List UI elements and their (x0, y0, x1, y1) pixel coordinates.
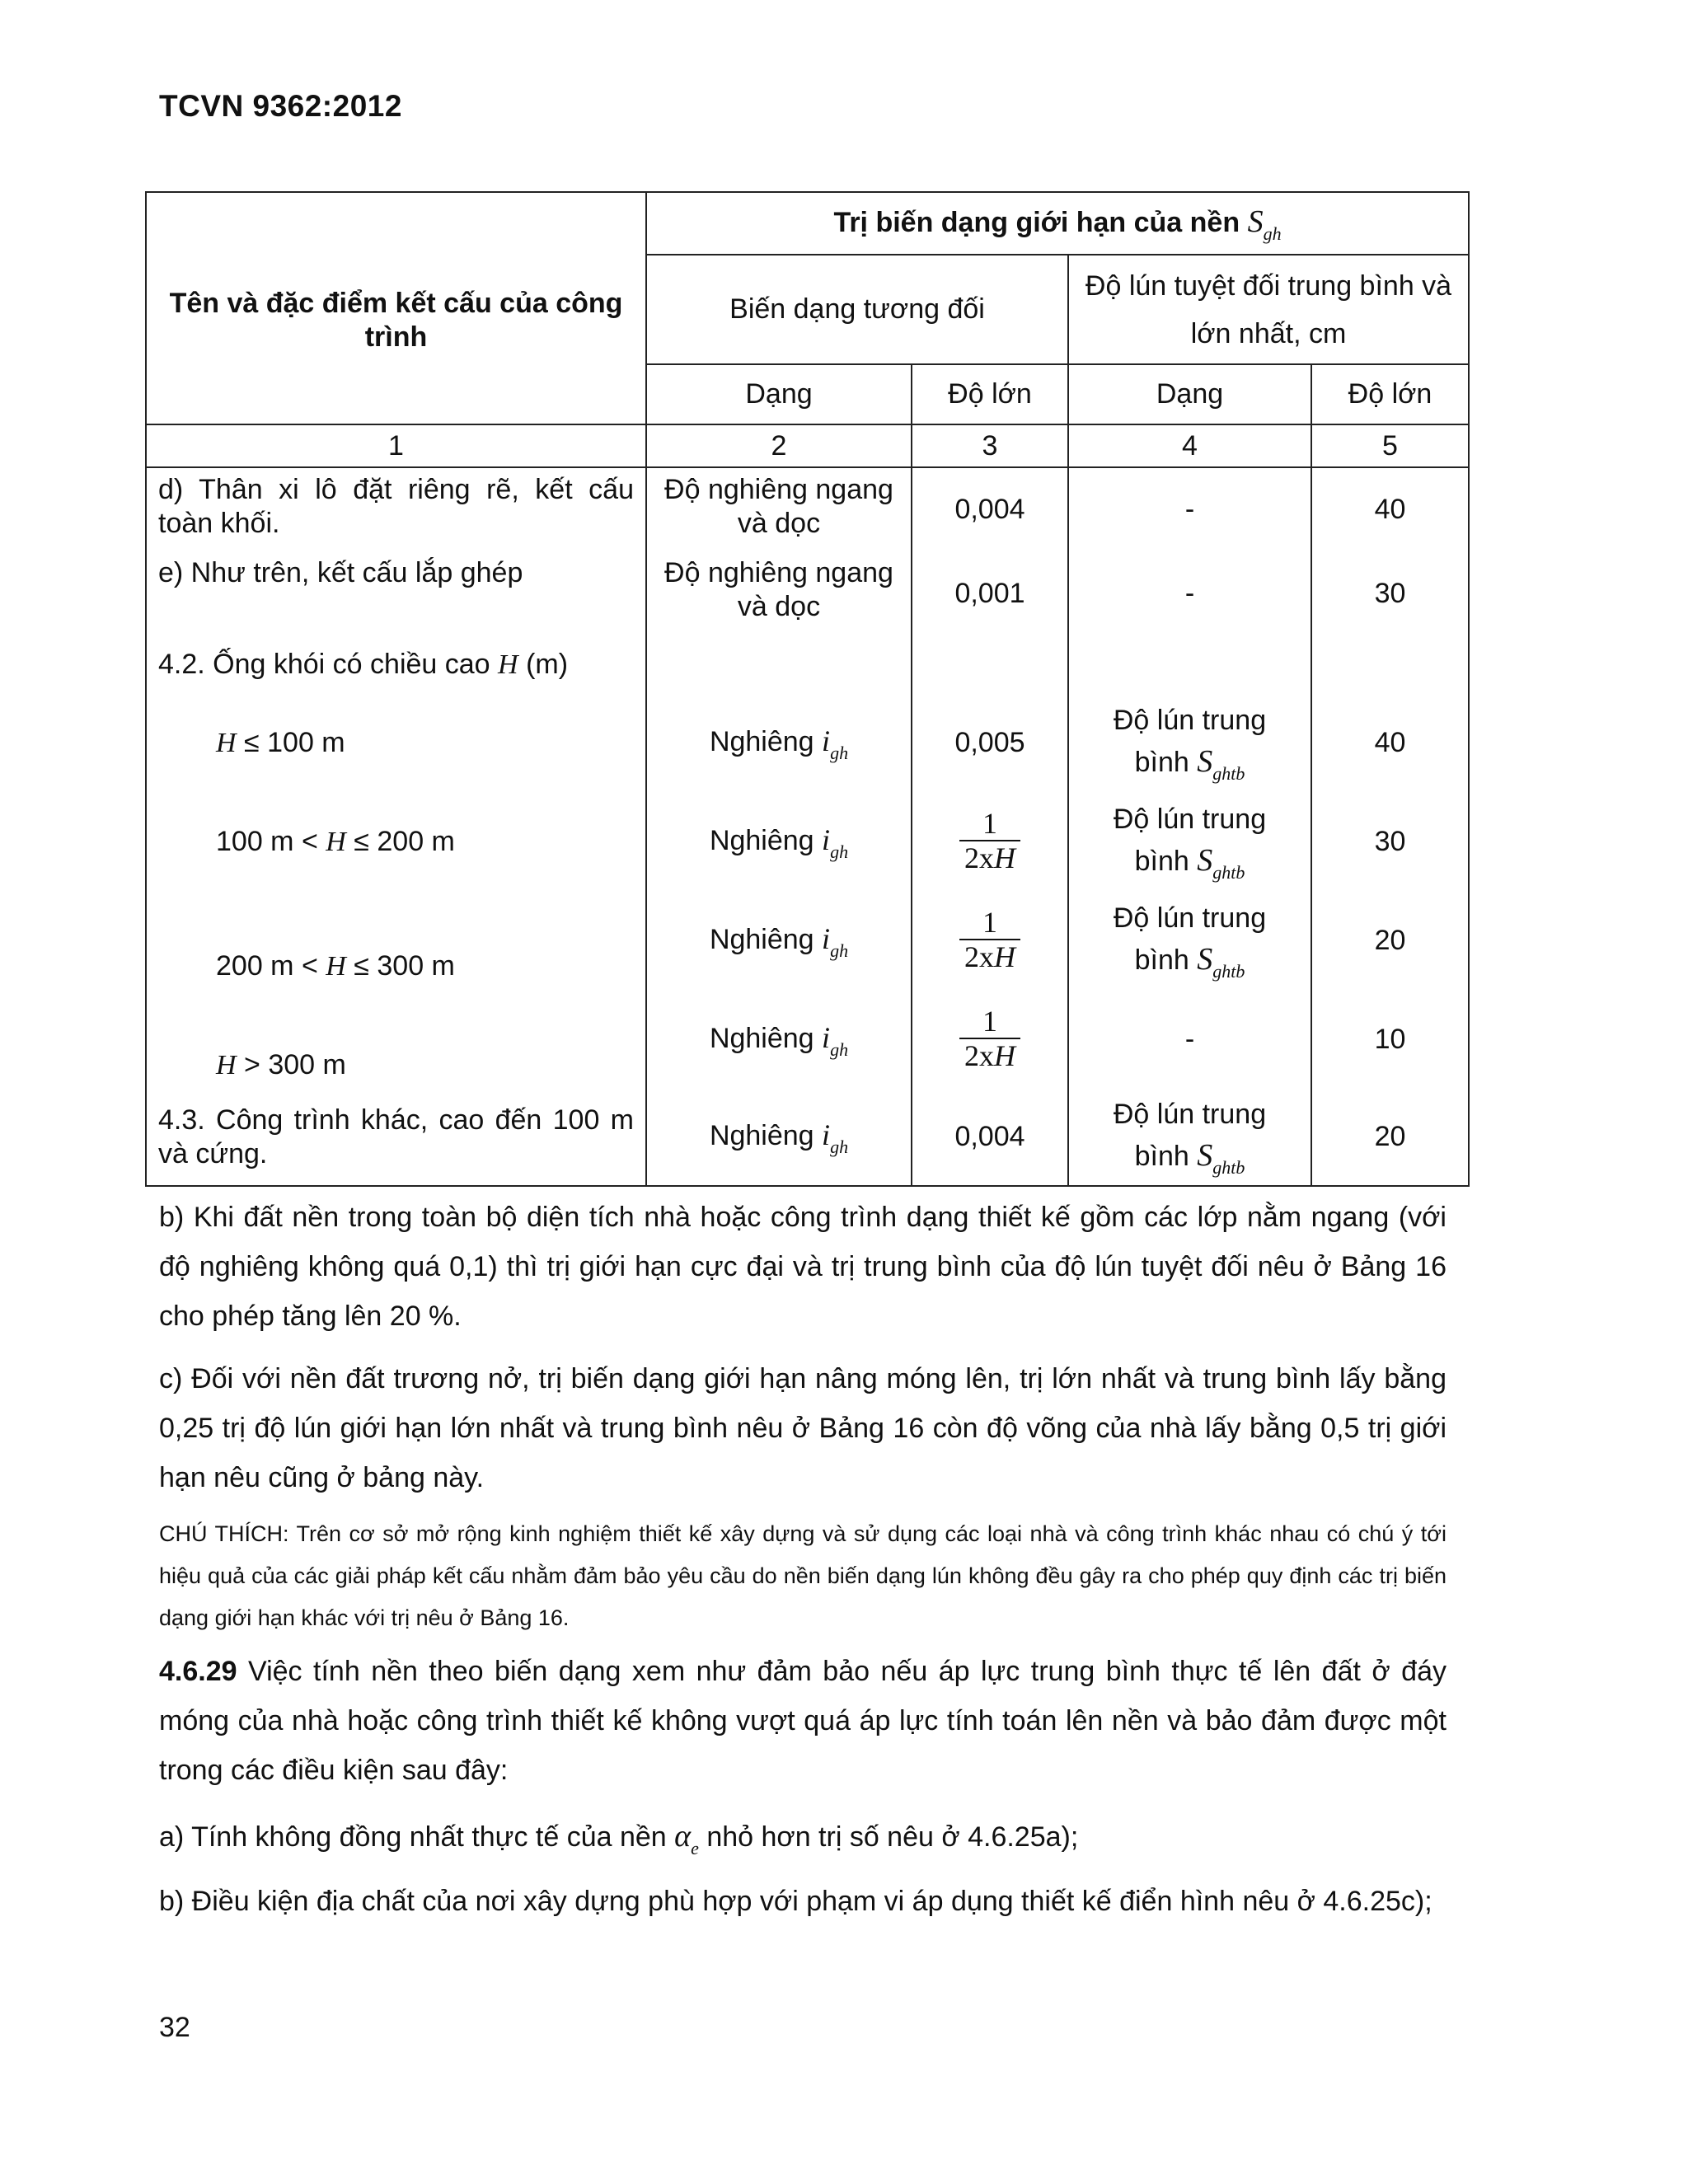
settlement-type: Độ lún trung bình $S_{ghtb}$ (1068, 891, 1311, 990)
header-magnitude: Độ lớn (1311, 364, 1469, 424)
height-condition: 100 m < H ≤ 200 m (146, 792, 646, 891)
deformation-fraction: $\frac{1}{2xH}$ (912, 792, 1068, 891)
header-structure-name: Tên và đặc điểm kết cấu của công trình (146, 192, 646, 424)
deformation-type: Nghiêng $i_{gh}$ (646, 792, 912, 891)
settlement-type: - (1068, 467, 1311, 551)
header-absolute-settlement: Độ lún tuyệt đối trung bình và lớn nhất, cm (1068, 255, 1469, 364)
table-row (146, 551, 1469, 635)
column-number: 5 (1311, 424, 1469, 467)
settlement-type: Độ lún trung bình $S_{ghtb}$ (1068, 792, 1311, 891)
column-number: 3 (912, 424, 1068, 467)
note: CHÚ THÍCH: Trên cơ sở mở rộng kinh nghiệm thiết kế xây dựng và sử dụng các loại nhà và công trình khác nhau có chú ý tới hiệu quả của các giải pháp kết cấu nhằm đảm bảo yêu cầu do nền biến dạng lún không đều gây ra cho phép quy định các trị biến dạng giới hạn khác với trị nêu ở Bảng 16. (159, 1521, 1447, 1630)
settlement-type: - (1068, 990, 1311, 1089)
alpha-symbol: α (674, 1819, 692, 1854)
deformation-type: Nghiêng $i_{gh}$ (646, 990, 912, 1089)
height-condition: H > 300 m (146, 990, 646, 1089)
column-number: 4 (1068, 424, 1311, 467)
table-row (146, 792, 1469, 891)
settlement-type: Độ lún trung bình $S_{ghtb}$ (1068, 693, 1311, 792)
column-number: 2 (646, 424, 912, 467)
deformation-type: Độ nghiêng ngang và dọc (646, 467, 912, 551)
table-row (146, 467, 1469, 551)
column-number: 1 (146, 424, 646, 467)
settlement-type: - (1068, 551, 1311, 635)
table-row (146, 693, 1469, 792)
settlement-value: 40 (1311, 693, 1469, 792)
structure-name: 4.3. Công trình khác, cao đến 100 m và cứng. (146, 1089, 646, 1186)
settlement-value: 30 (1311, 792, 1469, 891)
settlement-value: 20 (1311, 1089, 1469, 1186)
page-number: 32 (159, 2012, 190, 2043)
condition-b: b) Điều kiện địa chất của nơi xây dựng phù hợp với phạm vi áp dụng thiết kế điển hình nêu ở 4.6.25c); (159, 1886, 1432, 1917)
paragraph-c: c) Đối với nền đất trương nở, trị biến dạng giới hạn nâng móng lên, trị lớn nhất và trung bình lấy bằng 0,25 trị độ lún giới hạn lớn nhất và trung bình nêu ở Bảng 16 còn độ võng của nhà lấy bằng 0,5 trị giới hạn nêu cũng ở bảng này. (159, 1363, 1447, 1493)
header-type: Dạng (646, 364, 912, 424)
deformation-value: 0,001 (912, 551, 1068, 635)
table-row (146, 990, 1469, 1089)
height-condition: H ≤ 100 m (146, 693, 646, 792)
deformation-type: Độ nghiêng ngang và dọc (646, 551, 912, 635)
deformation-limits-table (145, 191, 1470, 1187)
section-heading: 4.2. Ống khói có chiều cao H (m) (146, 635, 646, 693)
table-row (146, 1089, 1469, 1186)
header-magnitude: Độ lớn (912, 364, 1068, 424)
deformation-value: 0,005 (912, 693, 1068, 792)
section-4-6-29: 4.6.29 Việc tính nền theo biến dạng xem như đảm bảo nếu áp lực trung bình thực tế lên đất ở đáy móng của nhà hoặc công trình thiết kế không vượt quá áp lực tính toán lên nền và bảo đảm được một trong các điều kiện sau đây: (159, 1656, 1447, 1786)
deformation-type: Nghiêng $i_{gh}$ (646, 1089, 912, 1186)
condition-a: a) Tính không đồng nhất thực tế của nền $\alpha_e$ nhỏ hơn trị số nêu ở 4.6.25a); (159, 1819, 1079, 1858)
deformation-type: Nghiêng $i_{gh}$ (646, 693, 912, 792)
header-type: Dạng (1068, 364, 1311, 424)
s-symbol: S (1247, 204, 1264, 239)
settlement-value: 30 (1311, 551, 1469, 635)
structure-name: d) Thân xi lô đặt riêng rẽ, kết cấu toàn khối. (146, 467, 646, 551)
structure-name: e) Như trên, kết cấu lắp ghép (146, 551, 646, 635)
settlement-value: 40 (1311, 467, 1469, 551)
deformation-type: Nghiêng $i_{gh}$ (646, 891, 912, 990)
paragraph-b: b) Khi đất nền trong toàn bộ diện tích nhà hoặc công trình dạng thiết kế gồm các lớp nằm ngang (với độ nghiêng không quá 0,1) thì trị giới hạn cực đại và trị trung bình của độ lún tuyệt đối nêu ở Bảng 16 cho phép tăng lên 20 %. (159, 1202, 1447, 1332)
section-number: 4.6.29 (159, 1656, 237, 1687)
document-code: TCVN 9362:2012 (159, 89, 402, 123)
header-deformation-limit: Trị biến dạng giới hạn của nền $S_{gh}$ (646, 192, 1469, 255)
settlement-value: 20 (1311, 891, 1469, 990)
deformation-value: 0,004 (912, 467, 1068, 551)
settlement-value: 10 (1311, 990, 1469, 1089)
table-row (146, 635, 1469, 693)
table-row (146, 891, 1469, 990)
header-relative-deformation: Biến dạng tương đối (646, 255, 1068, 364)
height-condition: 200 m < H ≤ 300 m (146, 891, 646, 990)
deformation-fraction: $\frac{1}{2xH}$ (912, 891, 1068, 990)
settlement-type: Độ lún trung bình $S_{ghtb}$ (1068, 1089, 1311, 1186)
deformation-fraction: $\frac{1}{2xH}$ (912, 990, 1068, 1089)
deformation-value: 0,004 (912, 1089, 1068, 1186)
